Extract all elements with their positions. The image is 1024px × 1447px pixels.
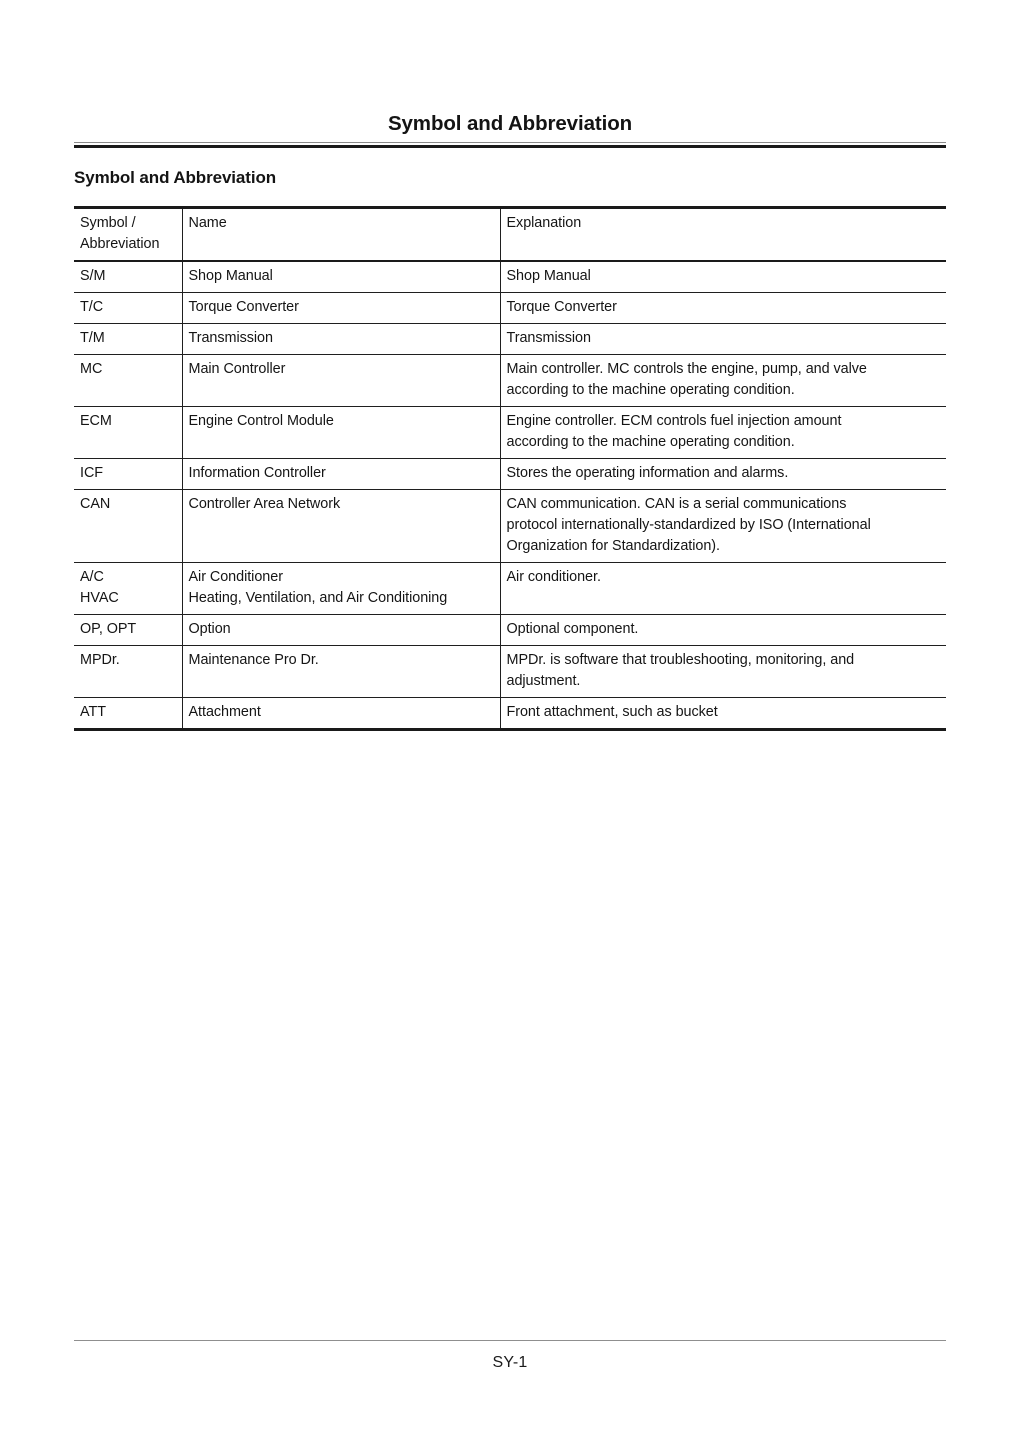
cell-symbol-line: MC [80,361,103,377]
table-header-row [74,208,946,262]
page-number: SY-1 [492,1354,528,1371]
cell-symbol [74,615,182,646]
cell-symbol-line: T/C [80,299,104,315]
cell-explanation-line: Organization for Standardization). [506,538,720,554]
table-row [74,646,946,698]
cell-name-line: Option [188,621,231,637]
cell-symbol [74,407,182,459]
cell-explanation-line: Front attachment, such as bucket [506,704,718,720]
cell-symbol [74,698,182,730]
cell-symbol [74,459,182,490]
column-header-symbol-line1: Symbol / [80,215,136,231]
cell-symbol [74,355,182,407]
cell-explanation-line: Optional component. [506,621,639,637]
header-rule-thick [74,145,946,148]
cell-symbol-line: ICF [80,465,104,481]
header-divider [74,142,946,148]
cell-name [182,563,500,615]
cell-explanation-line: Shop Manual [506,268,591,284]
cell-name-line: Maintenance Pro Dr. [188,652,319,668]
symbol-abbreviation-table-wrapper [74,206,946,731]
cell-symbol-line: HVAC [80,590,119,606]
cell-name-line: Heating, Ventilation, and Air Conditioning [188,590,448,606]
cell-symbol [74,324,182,355]
cell-name-line: Shop Manual [188,268,273,284]
table-row [74,698,946,730]
cell-explanation [500,407,946,459]
cell-symbol [74,293,182,324]
cell-symbol-line: ATT [80,704,106,720]
table-row [74,407,946,459]
table-row [74,615,946,646]
cell-name-line: Air Conditioner [188,569,283,585]
cell-name-line: Information Controller [188,465,326,481]
table-bottom-rule-cell [182,730,500,732]
cell-explanation-line: according to the machine operating condition. [506,434,795,450]
cell-name [182,615,500,646]
cell-name [182,459,500,490]
cell-explanation [500,490,946,563]
table-bottom-rule-cell [74,730,182,732]
footer-divider [74,1340,946,1341]
cell-explanation [500,615,946,646]
cell-explanation-line: MPDr. is software that troubleshooting, monitoring, and [506,652,855,668]
table-bottom-rule-cell [500,730,946,732]
cell-explanation-line: Transmission [506,330,591,346]
cell-name-line: Transmission [188,330,273,346]
cell-name [182,490,500,563]
cell-name [182,324,500,355]
column-header-explanation: Explanation [500,208,946,262]
cell-name [182,261,500,293]
cell-explanation-line: according to the machine operating condition. [506,382,795,398]
cell-explanation [500,459,946,490]
cell-explanation-line: Stores the operating information and alarms. [506,465,789,481]
table-bottom-rule [74,730,946,732]
cell-name-line: Engine Control Module [188,413,334,429]
cell-symbol-line: OP, OPT [80,621,137,637]
page-title: Symbol and Abbreviation [387,112,633,135]
column-header-name: Name [182,208,500,262]
cell-explanation [500,563,946,615]
cell-explanation [500,293,946,324]
cell-name-line: Main Controller [188,361,286,377]
page-header [74,112,946,148]
cell-symbol [74,261,182,293]
cell-symbol-line: MPDr. [80,652,120,668]
table-row [74,459,946,490]
cell-symbol-line: ECM [80,413,112,429]
cell-name [182,355,500,407]
cell-explanation-line: CAN communication. CAN is a serial communications [506,496,847,512]
cell-explanation-line: Air conditioner. [506,569,601,585]
table-row [74,490,946,563]
cell-explanation [500,646,946,698]
cell-symbol-line: S/M [80,268,106,284]
table-row [74,261,946,293]
cell-symbol-line: A/C [80,569,104,585]
column-header-symbol [74,208,182,262]
cell-name [182,407,500,459]
cell-name [182,646,500,698]
table-row [74,293,946,324]
table-row [74,324,946,355]
column-header-symbol-line2: Abbreviation [80,236,160,252]
cell-name [182,293,500,324]
cell-name-line: Controller Area Network [188,496,341,512]
cell-explanation-line: Main controller. MC controls the engine, pump, and valve [506,361,867,377]
cell-explanation-line: protocol internationally-standardized by ISO (International [506,517,871,533]
cell-symbol-line: T/M [80,330,105,346]
cell-symbol-line: CAN [80,496,111,512]
cell-explanation [500,324,946,355]
cell-explanation [500,261,946,293]
cell-name-line: Torque Converter [188,299,299,315]
cell-symbol [74,563,182,615]
cell-symbol [74,646,182,698]
table-row [74,355,946,407]
cell-explanation-line: Torque Converter [506,299,617,315]
symbol-abbreviation-table [74,206,946,731]
cell-symbol [74,490,182,563]
table-row [74,563,946,615]
cell-explanation-line: Engine controller. ECM controls fuel injection amount [506,413,842,429]
cell-explanation [500,355,946,407]
cell-name-line: Attachment [188,704,261,720]
cell-explanation-line: adjustment. [506,673,581,689]
section-heading: Symbol and Abbreviation [74,168,277,187]
cell-name [182,698,500,730]
cell-explanation [500,698,946,730]
page-footer [74,1340,946,1372]
